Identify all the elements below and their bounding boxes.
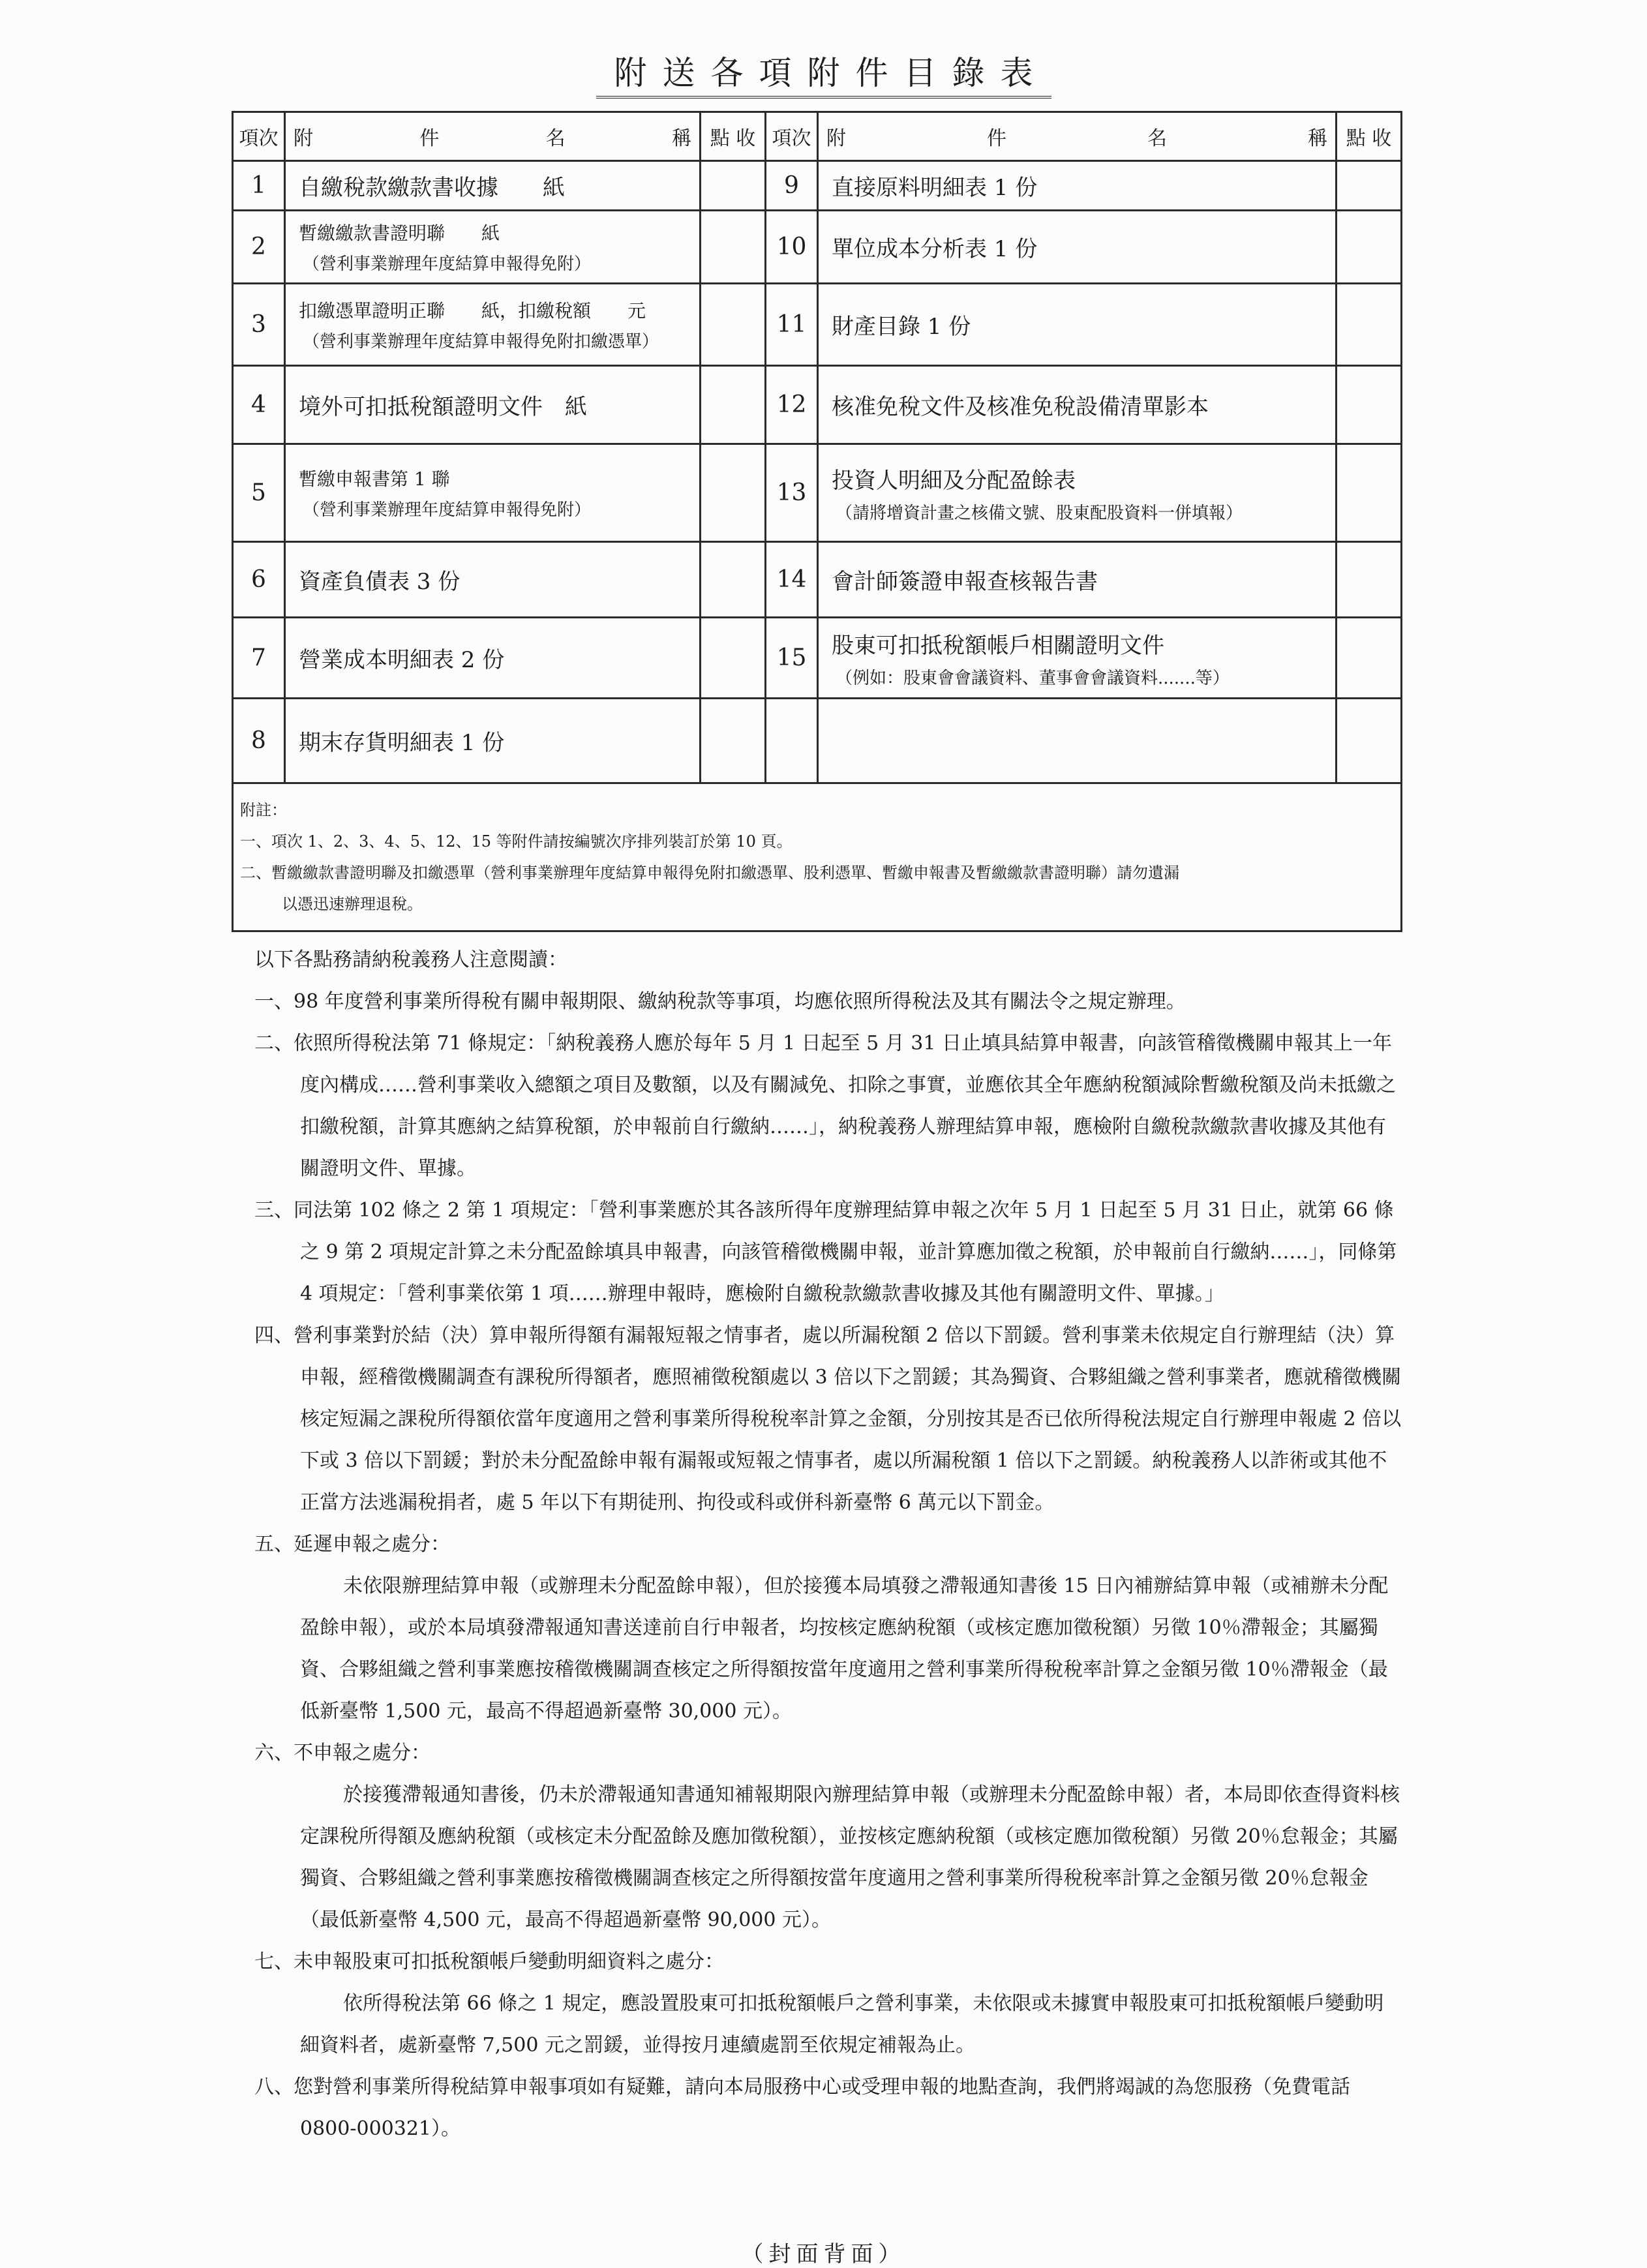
item-no: 5 bbox=[233, 444, 285, 542]
table-row bbox=[233, 161, 1402, 211]
header-name-right: 附 件 名 稱 bbox=[818, 112, 1337, 161]
item-no: 6 bbox=[233, 542, 285, 618]
item-name: 財產目錄 1 份 bbox=[818, 284, 1337, 366]
page-title: 附送各項附件目錄表 bbox=[0, 47, 1647, 94]
instruction-6: 於接獲滯報通知書後，仍未於滯報通知書通知補報期限內辦理結算申報（或辦理未分配盈餘申報）者，本局即依查得資料核定課稅所得額及應納稅額（或核定未分配盈餘及應加徵稅額），並按核定應納稅額（或核定應加徵稅額）另徵 20％怠報金；其屬獨資、合夥組織之營利事業應按稽徵機關調查核定之所得額按當年度適用之營利事業所得稅稅率計算之金額另徵 20％怠報金（最低新臺幣 4,500 元，最高不得超過新臺幣 90,000 元）。 bbox=[300, 1783, 1400, 1931]
notes-line-1: 一、項次 1、2、3、4、5、12、15 等附件請按編號次序排列裝訂於第 10 頁。 bbox=[240, 832, 793, 851]
check-cell bbox=[701, 542, 766, 618]
check-cell bbox=[1337, 161, 1402, 211]
item-name: 直接原料明細表 1 份 bbox=[818, 161, 1337, 211]
header-name-left: 附 件 名 稱 bbox=[285, 112, 701, 161]
item-no: 4 bbox=[233, 366, 285, 444]
check-cell bbox=[1337, 284, 1402, 366]
item-no: 7 bbox=[233, 618, 285, 699]
item-no: 13 bbox=[766, 444, 818, 542]
check-cell bbox=[701, 284, 766, 366]
check-cell bbox=[1337, 699, 1402, 783]
table-row bbox=[233, 366, 1402, 444]
item-no: 14 bbox=[766, 542, 818, 618]
item-name: 營業成本明細表 2 份 bbox=[285, 618, 701, 699]
item-no: 10 bbox=[766, 211, 818, 284]
instruction-5: 未依限辦理結算申報（或辦理未分配盈餘申報），但於接獲本局填發之滯報通知書後 15 日內補辦結算申報（或補辦未分配盈餘申報），或於本局填發滯報通知書送達前自行申報者，均按核定應納稅額（或核定應加徵稅額）另徵 10％滯報金；其屬獨資、合夥組織之營利事業應按稽徵機關調查核定之所得額按當年度適用之營利事業所得稅稅率計算之金額另徵 10％滯報金（最低新臺幣 1,500 元，最高不得超過新臺幣 30,000 元）。 bbox=[300, 1575, 1389, 1723]
check-cell bbox=[1337, 211, 1402, 284]
instruction-5-title: 五、延遲申報之處分： bbox=[254, 1533, 450, 1556]
item-name: 扣繳憑單證明正聯 紙，扣繳稅額 元 （營利事業辦理年度結算申報得免附扣繳憑單） bbox=[285, 284, 701, 366]
check-cell bbox=[1337, 542, 1402, 618]
check-cell bbox=[701, 366, 766, 444]
item-no: 15 bbox=[766, 618, 818, 699]
table-header-row bbox=[233, 112, 1402, 161]
instruction-7-title: 七、未申報股東可扣抵稅額帳戶變動明細資料之處分： bbox=[254, 1950, 724, 1973]
notes-line-3: 以憑迅速辦理退稅。 bbox=[282, 895, 423, 913]
instruction-2: 二、依照所得稅法第 71 條規定：「納稅義務人應於每年 5 月 1 日起至 5 月 31 日止填具結算申報書，向該管稽徵機關申報其上一年度內構成……營利事業收入總額之項目及數額，以及有關減免、扣除之事實，並應依其全年應納稅額減除暫繳稅額及尚未抵繳之扣繳稅額，計算其應納之結算稅額，於申報前自行繳納……」，納稅義務人辦理結算申報，應檢附自繳稅款繳款書收據及其他有關證明文件、單據。 bbox=[254, 1032, 1396, 1180]
notes-line-2: 二、暫繳繳款書證明聯及扣繳憑單（營利事業辦理年度結算申報得免附扣繳憑單、股利憑單、暫繳申報書及暫繳繳款書證明聯）請勿遺漏 bbox=[240, 864, 1179, 882]
item-name: 暫繳繳款書證明聯 紙 （營利事業辦理年度結算申報得免附） bbox=[285, 211, 701, 284]
item-name: 資產負債表 3 份 bbox=[285, 542, 701, 618]
header-no-right: 項次 bbox=[766, 112, 818, 161]
header-check-right: 點 收 bbox=[1337, 112, 1402, 161]
table-row bbox=[233, 444, 1402, 542]
check-cell bbox=[701, 211, 766, 284]
instruction-8: 八、您對營利事業所得稅結算申報事項如有疑難，請向本局服務中心或受理申報的地點查詢，我們將竭誠的為您服務（免費電話 0800-000321）。 bbox=[254, 2076, 1350, 2140]
instruction-7: 依所得稅法第 66 條之 1 規定，應設置股東可扣抵稅額帳戶之營利事業，未依限或未據實申報股東可扣抵稅額帳戶變動明細資料者，處新臺幣 7,500 元之罰鍰，並得按月連續處罰至依規定補報為止。 bbox=[300, 1992, 1384, 2057]
notes-cell bbox=[233, 783, 1402, 931]
check-cell bbox=[701, 444, 766, 542]
check-cell bbox=[1337, 444, 1402, 542]
check-cell bbox=[701, 161, 766, 211]
check-cell bbox=[1337, 366, 1402, 444]
item-no: 9 bbox=[766, 161, 818, 211]
item-name: 境外可扣抵稅額證明文件 紙 bbox=[285, 366, 701, 444]
instruction-4: 四、營利事業對於結（決）算申報所得額有漏報短報之情事者，處以所漏稅額 2 倍以下罰鍰。營利事業未依規定自行辦理結（決）算申報，經稽徵機關調查有課稅所得額者，應照補徵稅額處以 3 倍以下之罰鍰；其為獨資、合夥組織之營利事業者，應就稽徵機關核定短漏之課稅所得額依當年度適用之營利事業所得稅稅率計算之金額，分別按其是否已依所得稅法規定自行辦理申報處 2 倍以下或 3 倍以下罰鍰；對於未分配盈餘申報有漏報或短報之情事者，處以所漏稅額 1 倍以下之罰鍰。納稅義務人以詐術或其他不正當方法逃漏稅捐者，處 5 年以下有期徒刑、拘役或科或併科新臺幣 6 萬元以下罰金。 bbox=[254, 1324, 1402, 1514]
table-row bbox=[233, 542, 1402, 618]
check-cell bbox=[1337, 618, 1402, 699]
check-cell bbox=[701, 618, 766, 699]
instruction-6-title: 六、不申報之處分： bbox=[254, 1742, 431, 1764]
item-name: 單位成本分析表 1 份 bbox=[818, 211, 1337, 284]
item-no: 3 bbox=[233, 284, 285, 366]
instruction-3: 三、同法第 102 條之 2 第 1 項規定：「營利事業應於其各該所得年度辦理結算申報之次年 5 月 1 日起至 5 月 31 日止，就第 66 條之 9 第 2 項規定計算之未分配盈餘填具申報書，向該管稽徵機關申報，並計算應加徵之稅額，於申報前自行繳納……」，同條第 4 項規定：「營利事業依第 1 項……辦理申報時，應檢附自繳稅款繳款書收據及其他有關證明文件、單據。」 bbox=[254, 1199, 1397, 1305]
check-cell bbox=[701, 699, 766, 783]
item-name: 暫繳申報書第 1 聯 （營利事業辦理年度結算申報得免附） bbox=[285, 444, 701, 542]
item-name: 期末存貨明細表 1 份 bbox=[285, 699, 701, 783]
item-no: 8 bbox=[233, 699, 285, 783]
table-row bbox=[233, 211, 1402, 284]
item-name bbox=[818, 699, 1337, 783]
table-row bbox=[233, 618, 1402, 699]
instructions bbox=[254, 939, 1402, 2150]
notes-label: 附註： bbox=[240, 801, 287, 819]
page-footer: （封面背面） bbox=[741, 2241, 906, 2267]
attachments-table bbox=[232, 111, 1402, 932]
instruction-1: 一、98 年度營利事業所得稅有關申報期限、繳納稅款等事項，均應依照所得稅法及其有關法令之規定辦理。 bbox=[254, 990, 1186, 1013]
item-name: 自繳稅款繳款書收據 紙 bbox=[285, 161, 701, 211]
item-no: 2 bbox=[233, 211, 285, 284]
notes-row bbox=[233, 783, 1402, 931]
item-name: 股東可扣抵稅額帳戶相關證明文件 （例如：股東會會議資料、董事會會議資料.......等） bbox=[818, 618, 1337, 699]
item-no bbox=[766, 699, 818, 783]
header-check-left: 點 收 bbox=[701, 112, 766, 161]
header-no-left: 項次 bbox=[233, 112, 285, 161]
item-no: 1 bbox=[233, 161, 285, 211]
item-name: 核准免稅文件及核准免稅設備清單影本 bbox=[818, 366, 1337, 444]
item-no: 12 bbox=[766, 366, 818, 444]
table-row bbox=[233, 699, 1402, 783]
instructions-intro: 以下各點務請納稅義務人注意閱讀： bbox=[254, 948, 567, 971]
item-name: 投資人明細及分配盈餘表 （請將增資計畫之核備文號、股東配股資料一併填報） bbox=[818, 444, 1337, 542]
item-no: 11 bbox=[766, 284, 818, 366]
item-name: 會計師簽證申報查核報告書 bbox=[818, 542, 1337, 618]
table-row bbox=[233, 284, 1402, 366]
